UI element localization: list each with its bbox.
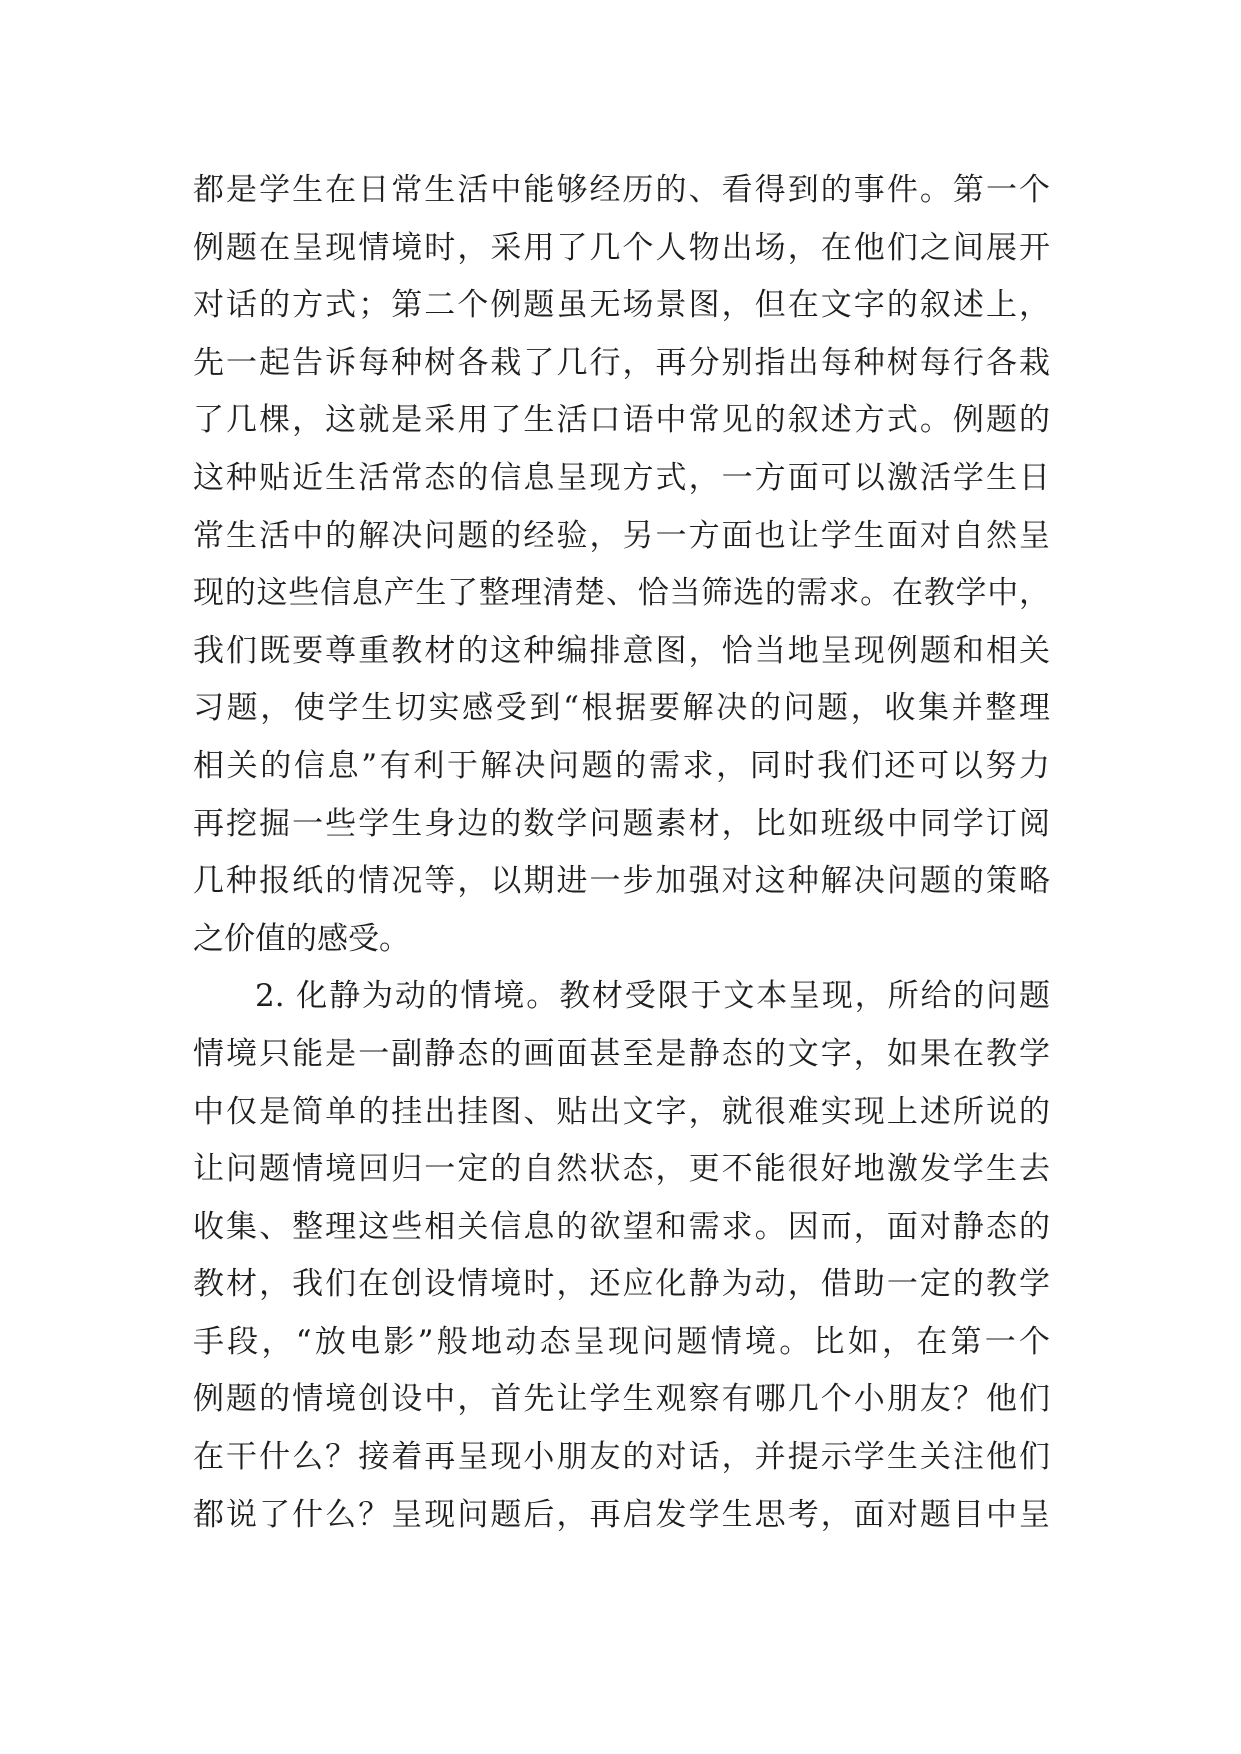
text-line: 2. 化静为动的情境。教材受限于文本呈现，所给的问题 — [255, 978, 1050, 1015]
text-line: 在干什么？接着再呈现小朋友的对话，并提示学生关注他们 — [193, 1439, 1050, 1476]
text-line: 再挖掘一些学生身边的数学问题素材，比如班级中同学订阅 — [193, 805, 1050, 842]
text-line: 了几棵，这就是采用了生活口语中常见的叙述方式。例题的 — [193, 402, 1050, 439]
body-text — [193, 162, 1050, 1544]
text-line: 例题的情境创设中，首先让学生观察有哪几个小朋友？他们 — [193, 1381, 1050, 1418]
text-line: 习题，使学生切实感受到“根据要解决的问题，收集并整理 — [193, 690, 1050, 727]
text-line: 手段，“放电影”般地动态呈现问题情境。比如，在第一个 — [193, 1323, 1050, 1360]
text-line: 相关的信息”有利于解决问题的需求，同时我们还可以努力 — [193, 747, 1050, 784]
text-line: 教材，我们在创设情境时，还应化静为动，借助一定的教学 — [193, 1266, 1050, 1303]
text-line: 都是学生在日常生活中能够经历的、看得到的事件。第一个 — [193, 172, 1050, 208]
text-line: 几种报纸的情况等，以期进一步加强对这种解决问题的策略 — [193, 863, 1050, 900]
text-line: 中仅是简单的挂出挂图、贴出文字，就很难实现上述所说的 — [193, 1093, 1050, 1130]
text-line: 常生活中的解决问题的经验，另一方面也让学生面对自然呈 — [193, 517, 1050, 554]
paragraph — [193, 162, 1050, 968]
text-line: 例题在呈现情境时，采用了几个人物出场，在他们之间展开 — [193, 229, 1050, 266]
text-line: 之价值的感受。 — [193, 920, 410, 957]
text-line: 我们既要尊重教材的这种编排意图，恰当地呈现例题和相关 — [193, 632, 1050, 669]
text-line: 都说了什么？呈现问题后，再启发学生思考，面对题目中呈 — [193, 1496, 1050, 1533]
text-line: 这种贴近生活常态的信息呈现方式，一方面可以激活学生日 — [193, 459, 1050, 496]
text-line: 现的这些信息产生了整理清楚、恰当筛选的需求。在教学中， — [193, 575, 1050, 612]
text-line: 先一起告诉每种树各栽了几行，再分别指出每种树每行各栽 — [193, 344, 1050, 381]
text-line: 情境只能是一副静态的画面甚至是静态的文字，如果在教学 — [193, 1035, 1050, 1072]
text-line: 收集、整理这些相关信息的欲望和需求。因而，面对静态的 — [193, 1208, 1050, 1245]
paragraph — [193, 968, 1050, 1544]
text-line: 对话的方式；第二个例题虽无场景图，但在文字的叙述上， — [193, 287, 1050, 324]
text-line: 让问题情境回归一定的自然状态，更不能很好地激发学生去 — [193, 1151, 1050, 1188]
